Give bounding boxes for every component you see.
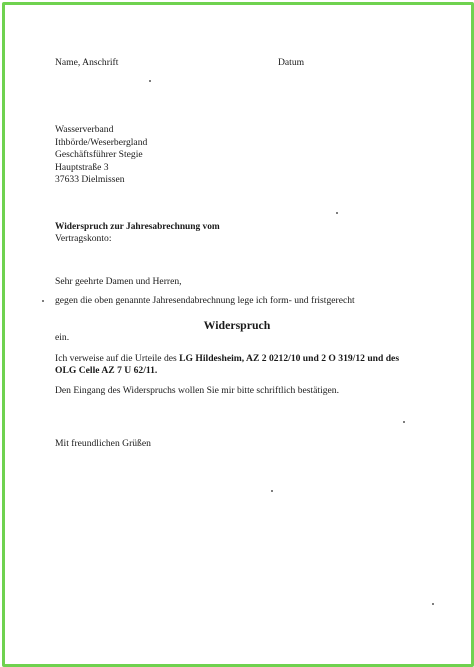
- sender-label: Name, Anschrift: [55, 57, 119, 68]
- salutation: Sehr geehrte Damen und Herren,: [55, 276, 182, 287]
- reference-prefix: Ich verweise auf die Urteile des: [55, 353, 180, 364]
- reference-line-1: [55, 353, 399, 366]
- recipient-line: Ithbörde/Weserbergland: [55, 136, 148, 148]
- page-frame: [2, 2, 474, 667]
- date-label: Datum: [278, 57, 305, 68]
- scan-speck: [271, 490, 273, 492]
- account-label: Vertragskonto:: [55, 233, 112, 244]
- recipient-line: Geschäftsführer Stegie: [55, 149, 143, 161]
- reference-cases-1: LG Hildesheim, AZ 2 0212/10 und 2 O 319/12 und des: [179, 353, 400, 364]
- reference-cases-2: OLG Celle AZ 7 U 62/11.: [55, 365, 158, 376]
- scan-speck: [403, 421, 405, 423]
- objection-title: Widerspruch: [203, 318, 271, 332]
- scan-speck: [432, 603, 434, 605]
- recipient-address: [55, 124, 147, 187]
- recipient-line: Wasserverband: [55, 124, 114, 135]
- scan-speck: [149, 80, 151, 82]
- scan-speck: [336, 212, 338, 214]
- recipient-line: 37633 Dielmissen: [55, 174, 125, 186]
- confirmation-request: Den Eingang des Widerspruchs wollen Sie mir bitte schriftlich bestätigen.: [55, 385, 339, 396]
- subject-line: Widerspruch zur Jahresabrechnung vom: [55, 222, 220, 232]
- closing: Mit freundlichen Grüßen: [55, 438, 151, 449]
- scan-speck: [42, 300, 44, 302]
- recipient-line: Hauptstraße 3: [55, 161, 109, 173]
- intro-sentence: gegen die oben genannte Jahresendabrechnung lege ich form- und fristgerecht: [55, 295, 355, 306]
- ein-line: ein.: [55, 332, 70, 343]
